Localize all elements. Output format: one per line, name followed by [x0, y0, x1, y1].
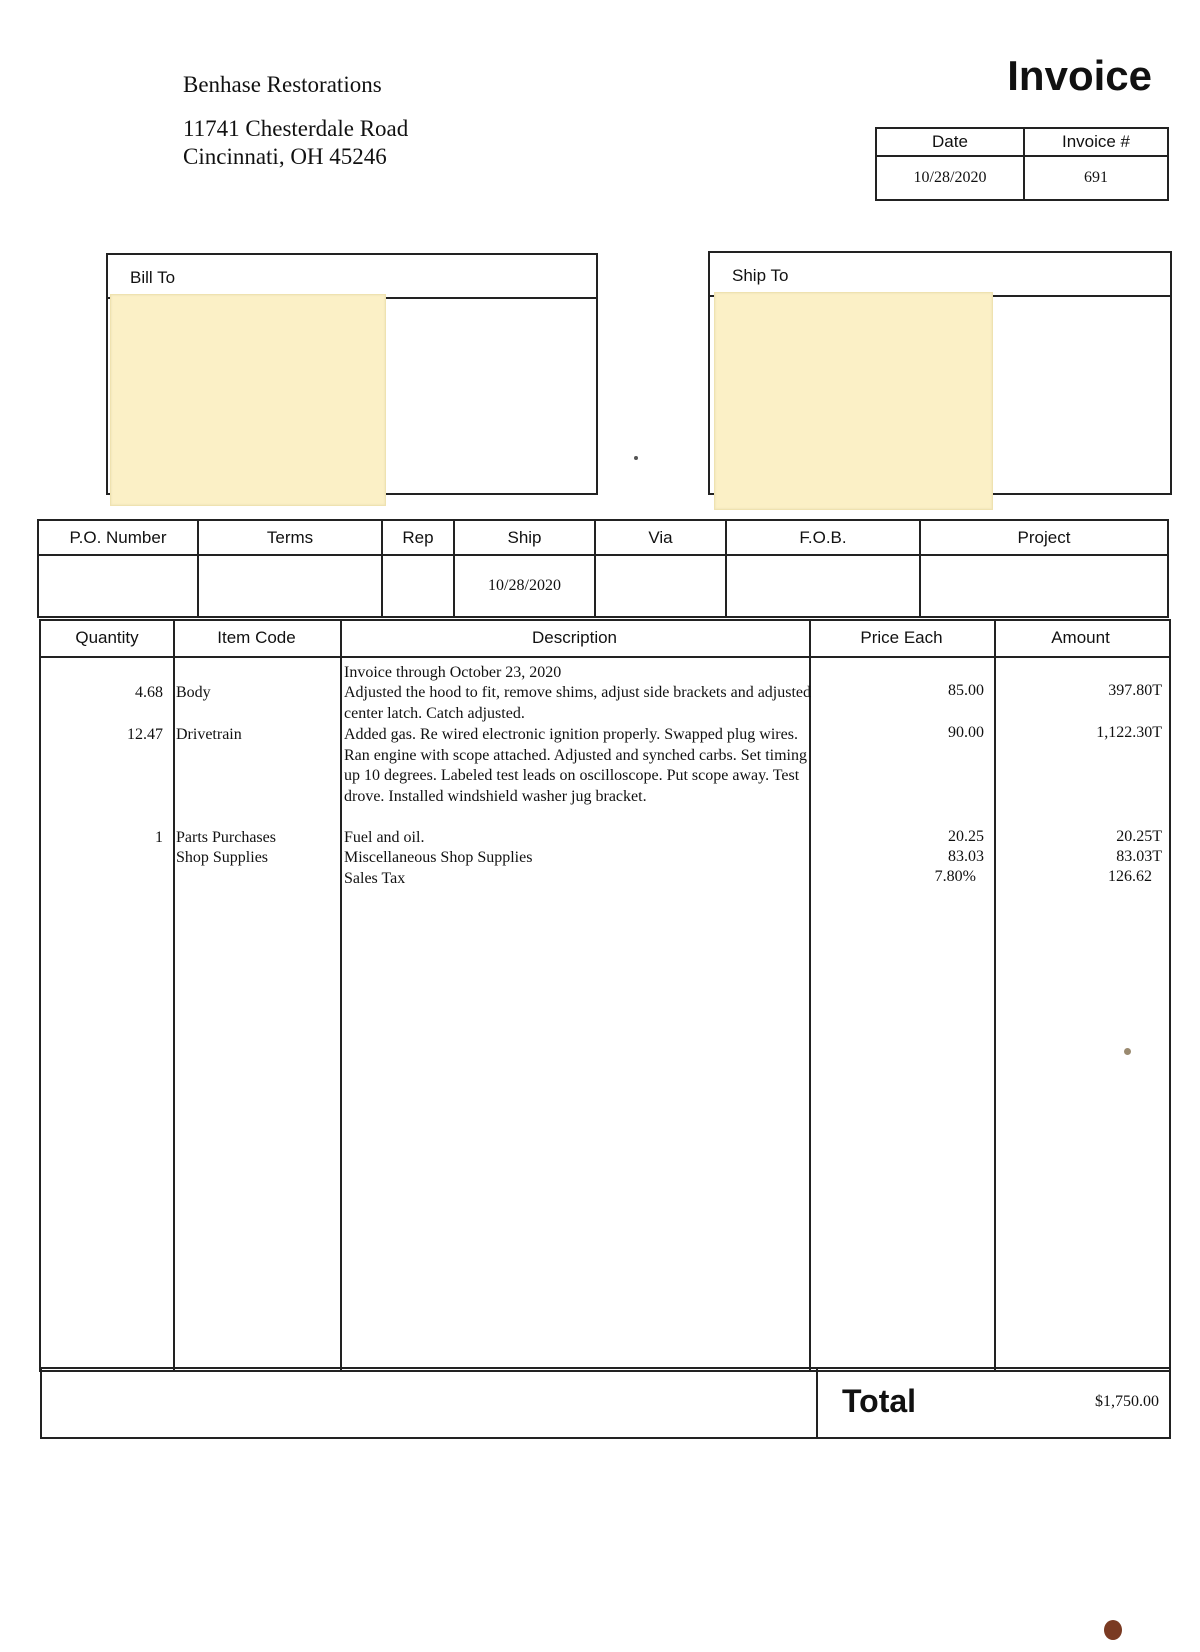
- rep-header: Rep: [382, 520, 454, 555]
- column-divider: [340, 621, 342, 1370]
- company-name: Benhase Restorations: [183, 72, 382, 97]
- order-info-table: [37, 519, 1169, 618]
- ship-to-label: Ship To: [732, 266, 789, 285]
- line-item-quantity: 1: [155, 829, 163, 846]
- line-items-table: [39, 619, 1171, 1372]
- redaction-sticky-note: [110, 294, 386, 506]
- line-item-price: 83.03: [948, 848, 984, 865]
- invoice-date: 10/28/2020: [876, 156, 1024, 200]
- redaction-sticky-note: [714, 292, 993, 510]
- line-item-description: Sales Tax: [344, 870, 406, 887]
- line-item-quantity: 4.68: [135, 684, 163, 701]
- ship-to-header: [710, 253, 1170, 297]
- po-number-header: P.O. Number: [38, 520, 198, 555]
- invoice-number-header: Invoice #: [1024, 128, 1168, 156]
- project-header: Project: [920, 520, 1168, 555]
- line-item-amount: 83.03T: [1116, 848, 1162, 865]
- line-item-description: Miscellaneous Shop Supplies: [344, 849, 533, 866]
- fob-value: [726, 555, 920, 617]
- total-amount: $1,750.00: [1095, 1393, 1159, 1410]
- fob-header: F.O.B.: [726, 520, 920, 555]
- date-invoice-table: [875, 127, 1169, 201]
- line-item-quantity: 12.47: [127, 726, 163, 743]
- invoice-number: 691: [1024, 156, 1168, 200]
- bill-to-label: Bill To: [130, 268, 176, 287]
- total-label: Total: [842, 1383, 917, 1419]
- line-item-description: Fuel and oil.: [344, 829, 425, 846]
- company-address-line2: Cincinnati, OH 45246: [183, 144, 387, 169]
- line-item-amount: 20.25T: [1116, 828, 1162, 845]
- via-header: Via: [595, 520, 726, 555]
- ship-date-value: 10/28/2020: [454, 555, 595, 617]
- column-divider: [173, 621, 175, 1370]
- line-item-description: Added gas. Re wired electronic ignition properly. Swapped plug wires. Ran engine with scope attached. Adjusted and synched carbs. Set timing up 10 degrees. Labeled test leads on oscilloscope. Put scope away. Test drove. Installed windshield washer jug bracket.: [344, 726, 807, 805]
- ship-header: Ship: [454, 520, 595, 555]
- line-item-price: 20.25: [948, 828, 984, 845]
- total-divider: [816, 1369, 818, 1437]
- line-item-price: 85.00: [948, 682, 984, 699]
- scan-speck: [634, 456, 638, 460]
- item-code-header: Item Code: [217, 628, 296, 647]
- po-number-value: [38, 555, 198, 617]
- scan-speck: [1124, 1048, 1131, 1055]
- rep-value: [382, 555, 454, 617]
- line-item-code: Parts Purchases: [176, 829, 276, 846]
- date-header: Date: [876, 128, 1024, 156]
- line-item-amount: 1,122.30T: [1096, 724, 1162, 741]
- line-item-code: Body: [176, 684, 211, 701]
- document-title: Invoice: [1007, 52, 1152, 99]
- quantity-header: Quantity: [75, 628, 139, 647]
- scan-stain: [1104, 1620, 1122, 1640]
- bill-to-header: [108, 255, 596, 299]
- description-header: Description: [531, 628, 618, 647]
- line-item-code: Drivetrain: [176, 726, 242, 743]
- total-section: [40, 1367, 1171, 1439]
- line-item-description: Adjusted the hood to fit, remove shims, adjust side brackets and adjusted center latch. Catch adjusted.: [344, 684, 812, 722]
- line-item-amount: 126.62: [1108, 868, 1152, 885]
- via-value: [595, 555, 726, 617]
- amount-header: Amount: [1051, 628, 1110, 647]
- line-item-price: 90.00: [948, 724, 984, 741]
- terms-value: [198, 555, 382, 617]
- header-divider: [41, 656, 1169, 658]
- terms-header: Terms: [198, 520, 382, 555]
- line-item-code: Shop Supplies: [176, 849, 269, 866]
- line-item-price: 7.80%: [934, 868, 976, 885]
- company-address-line1: 11741 Chesterdale Road: [183, 116, 409, 141]
- invoice-period-note: Invoice through October 23, 2020: [344, 664, 562, 681]
- project-value: [920, 555, 1168, 617]
- line-item-amount: 397.80T: [1108, 682, 1162, 699]
- price-each-header: Price Each: [860, 628, 943, 647]
